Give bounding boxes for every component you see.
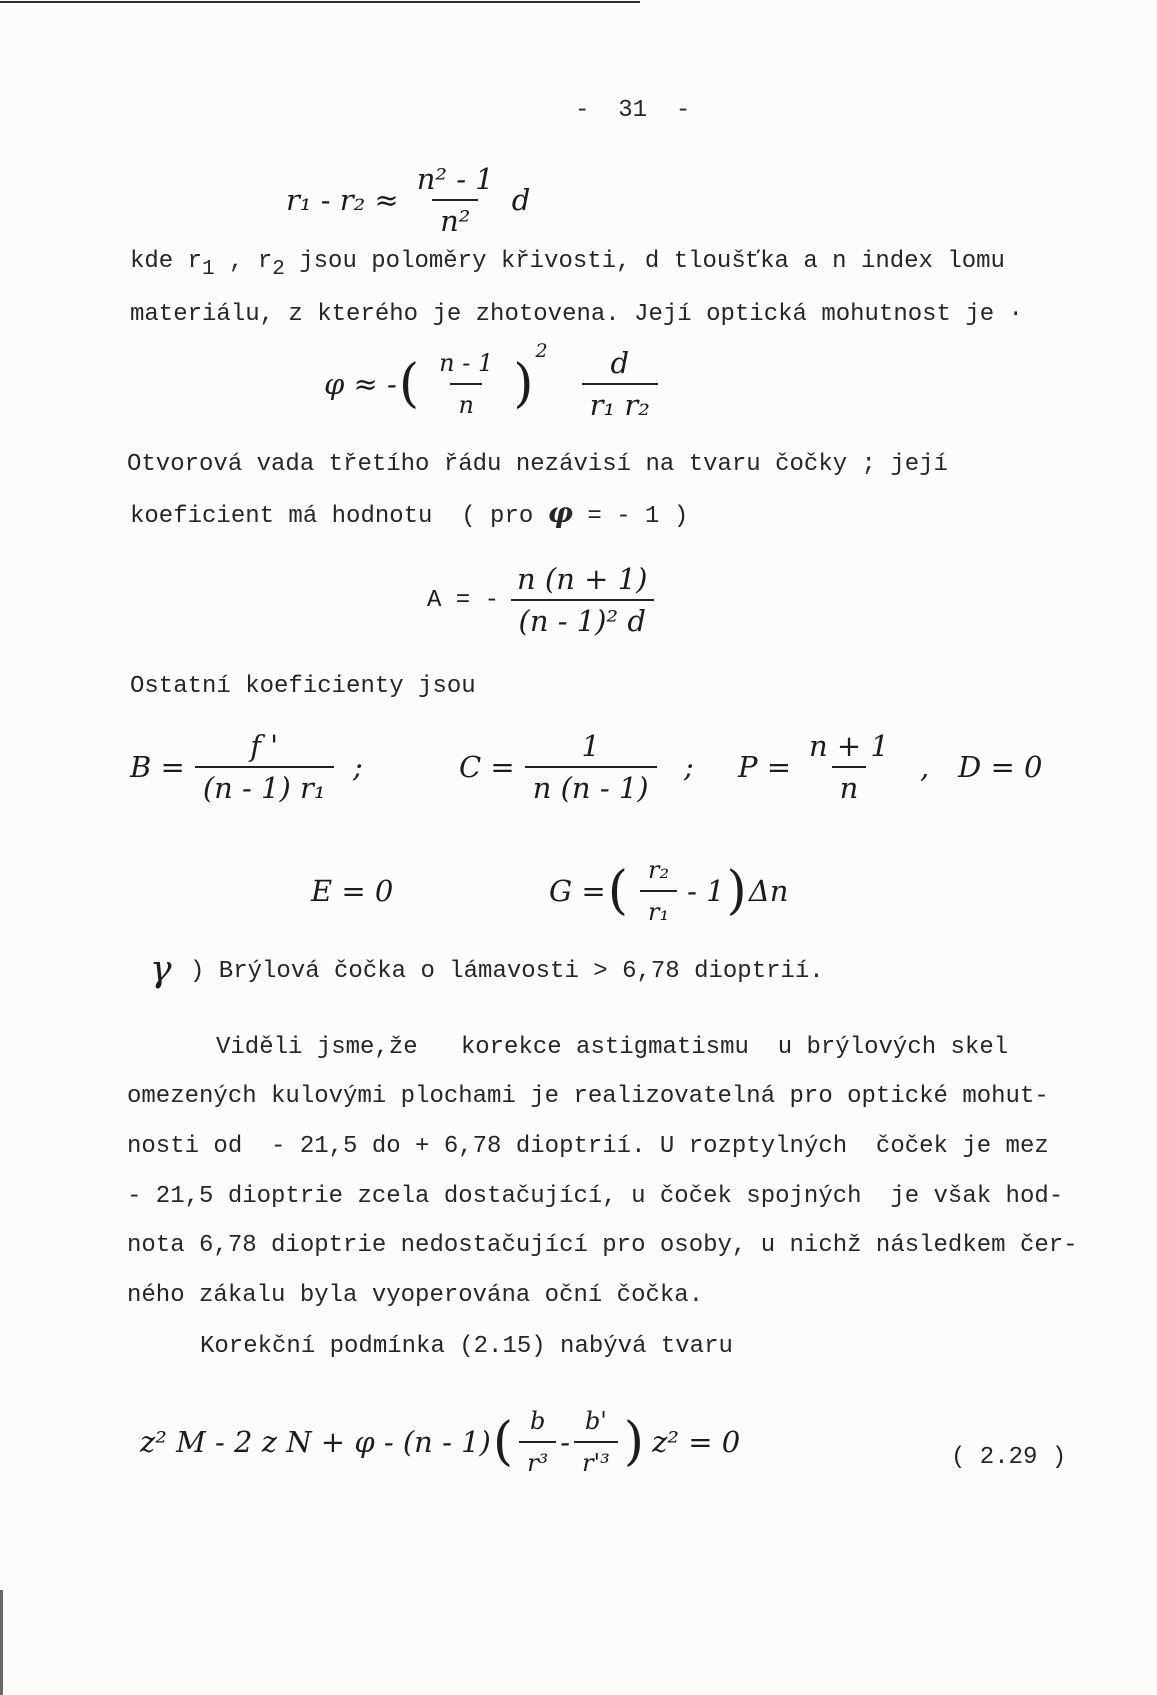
- fraction: [409, 162, 502, 238]
- separator: ;: [353, 750, 363, 784]
- paragraph-line: nosti od - 21,5 do + 6,78 dioptrií. U rozptylných čoček je mez: [127, 1133, 1049, 1160]
- footnote-marker: γ: [150, 949, 172, 990]
- open-paren: (: [398, 354, 420, 414]
- intro-line: Korekční podmínka (2.15) nabývá tvaru: [200, 1333, 733, 1360]
- text-segment: , r: [214, 248, 273, 275]
- equation-2-29: [140, 1404, 740, 1480]
- text-segment: koeficient má hodnotu ( pro: [130, 503, 548, 530]
- text-segment: jsou poloměry křivosti, d tloušťka a n index lomu: [284, 248, 1005, 275]
- text-line: Otvorová vada třetího řádu nezávisí na tvaru čočky ; její: [127, 451, 948, 478]
- equation-lhs: r₁ - r₂ ≈: [286, 183, 399, 217]
- text-line: materiálu, z kterého je zhotovena. Její optická mohutnost je ·: [130, 301, 1023, 328]
- fraction-numerator: b': [584, 1407, 607, 1435]
- separator: ;: [684, 750, 694, 784]
- equation-coefficient-c: [459, 729, 667, 805]
- close-paren: ): [623, 1412, 645, 1472]
- footnote-text: ) Brýlová čočka o lámavosti > 6,78 dioptrií.: [190, 958, 824, 985]
- equation-tail: Δn: [748, 874, 789, 908]
- fraction-denominator: r₁ r₂: [582, 383, 658, 422]
- equation-lhs: z² M - 2 z N + φ - (n - 1): [140, 1425, 491, 1459]
- fraction-denominator: (n - 1) r₁: [195, 766, 334, 805]
- equation-coefficient-e: E = 0: [311, 874, 394, 908]
- equation-coefficient-p: [738, 729, 907, 805]
- text-line: [130, 498, 688, 532]
- text-segment: kde r: [130, 248, 203, 275]
- fraction-denominator: n: [450, 383, 481, 422]
- scan-edge-shadow: [0, 1590, 3, 1695]
- fraction: [801, 729, 897, 805]
- paragraph-line: - 21,5 dioptrie zcela dostačující, u čoček spojných je však hod-: [127, 1183, 1064, 1210]
- equation-radius-difference: [286, 162, 530, 238]
- fraction-numerator: d: [610, 346, 630, 380]
- paragraph-line: ného zákalu byla vyoperována oční čočka.: [127, 1282, 704, 1309]
- fraction-numerator: f ': [250, 729, 279, 763]
- equation-coefficient-g: [549, 853, 788, 929]
- equation-coefficient-d: D = 0: [958, 750, 1043, 784]
- open-paren: (: [607, 861, 628, 921]
- scan-border-line: [0, 1, 640, 3]
- fraction-denominator: r³: [519, 1441, 556, 1480]
- equation-tail: d: [511, 183, 531, 217]
- fraction: [431, 346, 501, 422]
- fraction-denominator: r'³: [574, 1441, 618, 1480]
- fraction: [525, 729, 657, 805]
- fraction-denominator: r₁: [640, 890, 677, 929]
- fraction-numerator: r₂: [647, 856, 670, 884]
- text-segment: = - 1 ): [573, 503, 689, 530]
- equation-number: ( 2.29 ): [951, 1444, 1067, 1471]
- subscript: 2: [272, 258, 285, 281]
- separator: ,: [920, 750, 930, 784]
- fraction-numerator: n (n + 1): [517, 562, 648, 596]
- equation-lhs: A = -: [427, 586, 500, 614]
- equation-lhs: P =: [738, 750, 792, 784]
- open-paren: (: [492, 1412, 514, 1472]
- equation-lhs: G =: [549, 874, 606, 908]
- phi-symbol: φ: [547, 496, 574, 529]
- fraction-denominator: n (n - 1): [525, 766, 657, 805]
- equation-coefficient-b: [130, 729, 344, 805]
- fraction: [582, 346, 658, 422]
- page-number: - 31 -: [575, 97, 691, 124]
- fraction: [640, 853, 677, 929]
- paragraph-line: omezených kulovými plochami je realizovatelná pro optické mohut-: [127, 1083, 1049, 1110]
- fraction-denominator: n: [832, 766, 867, 805]
- exponent: 2: [535, 340, 548, 362]
- fraction-numerator: n + 1: [809, 729, 889, 763]
- equation-coefficient-a: [427, 562, 665, 638]
- close-paren: ): [726, 861, 747, 921]
- fraction: [509, 562, 655, 638]
- close-paren: ): [513, 354, 534, 414]
- fraction-numerator: b: [530, 1407, 546, 1435]
- fraction: [195, 729, 334, 805]
- text-line: Ostatní koeficienty jsou: [130, 673, 476, 700]
- equation-lhs: B =: [130, 750, 185, 784]
- subscript: 1: [202, 258, 215, 281]
- fraction: [574, 1404, 618, 1480]
- equation-optical-power: [324, 340, 668, 422]
- paragraph-line: Viděli jsme,že korekce astigmatismu u brýlových skel: [216, 1034, 1009, 1061]
- text-line: [130, 247, 1005, 281]
- equation-lhs: φ ≈ -: [324, 367, 397, 401]
- fraction-denominator: (n - 1)² d: [511, 599, 654, 638]
- paragraph-line: nota 6,78 dioptrie nedostačující pro osoby, u nichž následkem čer-: [127, 1232, 1078, 1259]
- equation-middle: - 1: [687, 874, 725, 908]
- fraction-denominator: n²: [432, 199, 478, 238]
- fraction-numerator: 1: [581, 729, 600, 763]
- equation-lhs: C =: [459, 750, 515, 784]
- fraction-numerator: n - 1: [439, 349, 494, 377]
- equation-rhs: z² = 0: [652, 1425, 741, 1459]
- fraction: [519, 1404, 556, 1480]
- minus-sign: -: [560, 1425, 571, 1459]
- fraction-numerator: n² - 1: [416, 162, 494, 196]
